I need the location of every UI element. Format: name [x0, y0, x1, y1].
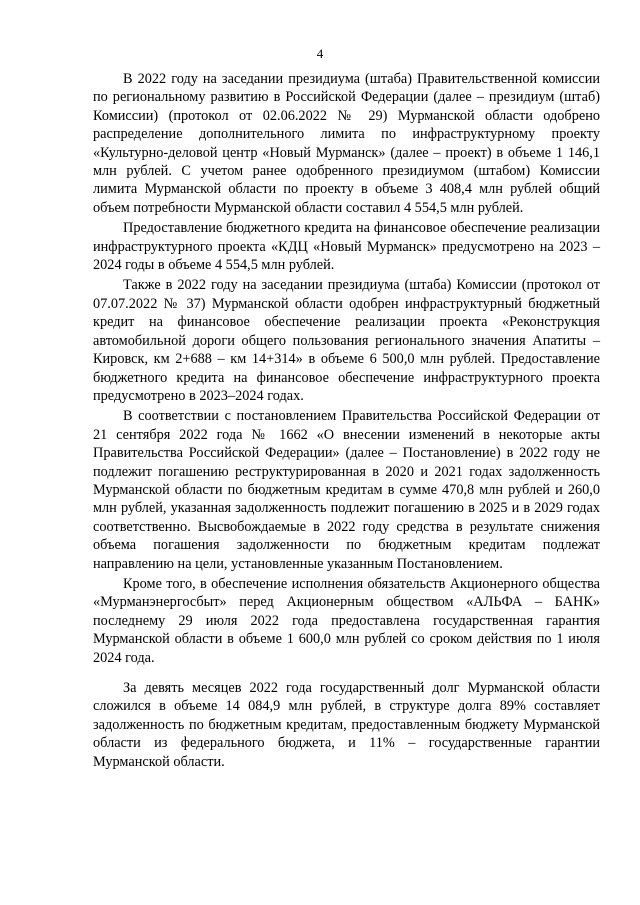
- document-body: [93, 70, 600, 771]
- paragraph-regional-commission-limit: В 2022 году на заседании президиума (штаба) Правительственной комиссии по региональному развитию в Российской Федерации (далее – президиум (штаб) Комиссии) (протокол от 02.06.2022 № 29) Мурманской области одобрено распределение дополнительного лимита по инфраструктурному проекту «Культурно-деловой центр «Новый Мурманск» (далее – проект) в объеме 1 146,1 млн рублей. С учетом ранее одобренного президиумом (штабом) Комиссии лимита Мурманской области по проекту в объеме 3 408,4 млн рублей общий объем потребности Мурманской области составил 4 554,5 млн рублей.: [93, 71, 600, 216]
- page-number: 4: [316, 46, 324, 61]
- paragraph-budget-credit-kdc: Предоставление бюджетного кредита на финансовое обеспечение реализации инфраструктурного проекта «КДЦ «Новый Мурманск» предусмотрено на 2023 – 2024 годы в объеме 4 554,5 млн рублей.: [93, 220, 600, 274]
- paragraph-state-debt-summary: За девять месяцев 2022 года государственный долг Мурманской области сложился в объеме 14 084,9 млн рублей, в структуре долга 89% составляет задолженность по бюджетным кредитам, предоставленным бюджету Мурманской области из федерального бюджета, и 11% – государственные гарантии Мурманской области.: [93, 680, 600, 770]
- paragraph-state-guarantee: Кроме того, в обеспечение исполнения обязательств Акционерного общества «Мурманэнергосбыт» перед Акционерным обществом «АЛЬФА – БАНК» последнему 29 июля 2022 года предоставлена государственная гарантия Мурманской области в объеме 1 600,0 млн рублей со сроком действия по 1 июля 2024 года.: [93, 575, 600, 666]
- paragraph-road-reconstruction-credit: Также в 2022 году на заседании президиума (штаба) Комиссии (протокол от 07.07.2022 № 37) Мурманской области одобрен инфраструктурный бюджетный кредит на финансовое обеспечение реализации проекта «Реконструкция автомобильной дороги общего пользования регионального значения Апатиты – Кировск, км 2+688 – км 14+314» в объеме 6 500,0 млн рублей. Предоставление бюджетного кредита на финансовое обеспечение инфраструктурного проекта предусмотрено в 2023–2024 годах.: [93, 277, 600, 404]
- paragraph-debt-restructuring: В соответствии с постановлением Правительства Российской Федерации от 21 сентября 2022 года № 1662 «О внесении изменений в некоторые акты Правительства Российской Федерации» (далее – Постановление) в 2022 году не подлежит погашению реструктурированная в 2020 и 2021 годах задолженность Мурманской области по бюджетным кредитам в сумме 470,8 млн рублей и 260,0 млн рублей, указанная задолженность подлежит погашению в 2025 и в 2029 годах соответственно. Высвобождаемые в 2022 году средства в результате снижения объема погашения задолженности по бюджетным кредитам подлежат направлению на цели, установленные указанным Постановлением.: [93, 408, 600, 572]
